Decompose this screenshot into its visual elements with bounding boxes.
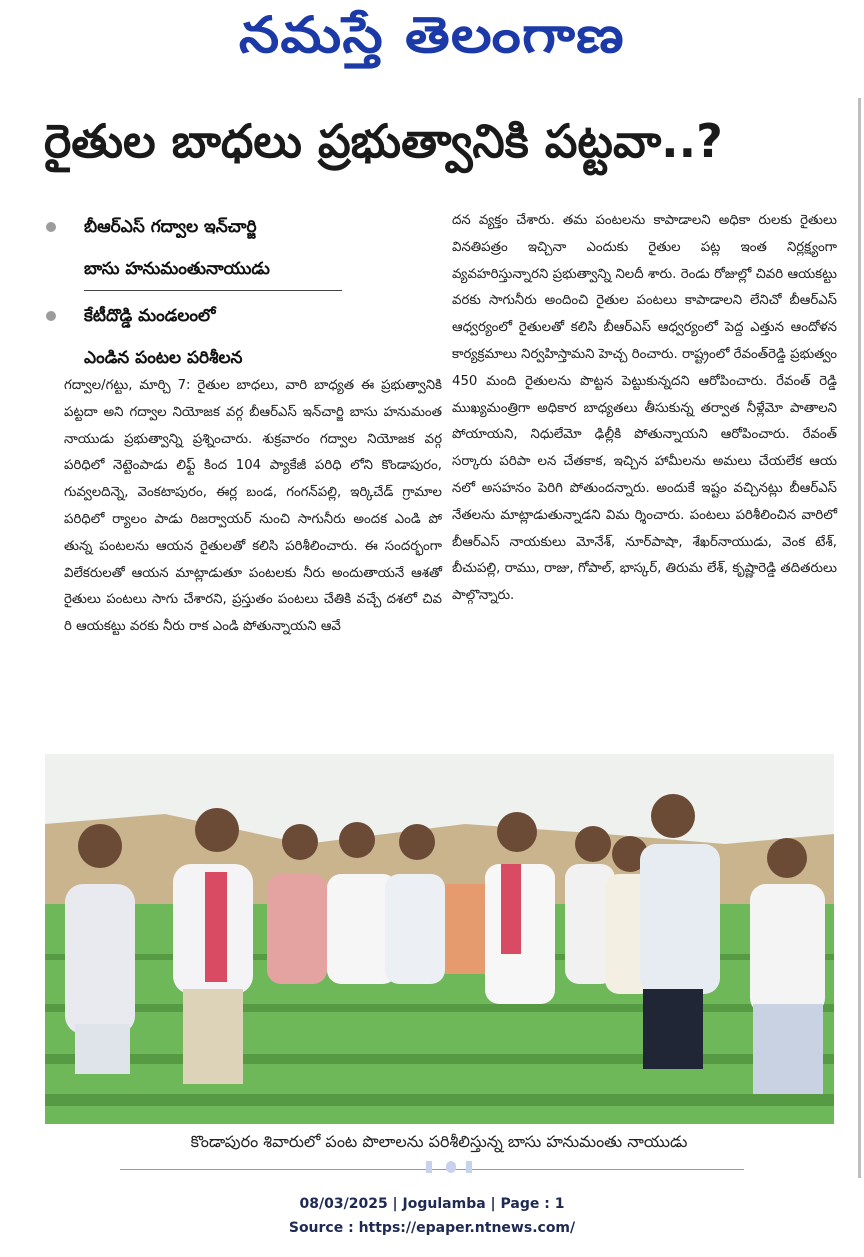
article-headline: రైతుల బాధలు ప్రభుత్వానికి పట్టవా..? [44, 114, 723, 168]
page-footer [0, 1192, 864, 1240]
masthead [0, 0, 864, 84]
farm-field-photo [45, 754, 834, 1124]
article-body-left: గద్వాల/గట్టు, మార్చి 7: రైతుల బాధలు, వారి బాధ్యత ఈ ప్రభుత్వానికి పట్టదా అని గద్వాల నియోజక వర్గ బీఆర్‌ఎస్ ఇన్‌చార్జి బాసు హనుమంత నాయుడు ప్రభుత్వాన్ని ప్రశ్నించారు. శుక్రవారం గద్వాల నియోజక వర్గ పరిధిలో నెట్టెంపాడు లిఫ్ట్ కింద 104 ప్యాకేజీ పరిధి లోని కొండాపురం, గువ్వలదిన్నె, వెంకటాపురం, ఈర్ల బండ, గంగన్‌పల్లి, ఇర్కిచేడ్ గ్రామాల పరిధిలో ర్యాలం పాడు రిజర్వాయర్ నుంచి సాగునీరు అందక ఎండి పో తున్న పంటలను ఆయన రైతులతో కలిసి పరిశీలించారు. ఈ సందర్భంగా విలేకరులతో ఆయన మాట్లాడుతూ పంటలకు నీరు అందుతాయనే ఆశతో రైతులు పంటలు సాగు చేశారని, ప్రస్తుతం పంటలు చేతికి వచ్చే దశలో చివ రి ఆయకట్టు వరకు నీరు రాక ఎండి పోతున్నాయని ఆవే [64, 378, 442, 635]
bullet-icon [46, 222, 56, 232]
bullet-icon [46, 311, 56, 321]
highlight-line: కేటీదొడ్డి మండలంలో [84, 306, 216, 326]
photo-caption: కొండాపురం శివారులో పంట పొలాలను పరిశీలిస్తున్న బాసు హనుమంతు నాయుడు [190, 1132, 688, 1151]
highlight-line: ఎండిన పంటల పరిశీలన [84, 348, 243, 368]
footer-edition-line: 08/03/2025 | Jogulamba | Page : 1 [299, 1196, 565, 1212]
article-body-right: దన వ్యక్తం చేశారు. తమ పంటలను కాపాడాలని అధికా రులకు రైతులు వినతిపత్రం ఇచ్చినా ఎందుకు రైతుల పట్ల ఇంత నిర్లక్ష్యంగా వ్యవహరిస్తున్నారని ప్రభుత్వాన్ని నిలదీ శారు. రెండు రోజుల్లో చివరి ఆయకట్టు వరకు సాగునీరు అందించి రైతుల పంటలు కాపాడాలని లేనిచో బీఆర్‌ఎస్ ఆధ్వర్యంలో రైతులతో కలిసి బీఆర్‌ఎస్ ఆధ్వర్యంలో పెద్ద ఎత్తున ఆందోళన కార్యక్రమాలు నిర్వహిస్తామని హెచ్చ రించారు. రాష్ట్రంలో రేవంత్‌రెడ్డి ప్రభుత్వం 450 మంది రైతులను పొట్టన పెట్టుకున్నదని ఆరోపించారు. రేవంత్ రెడ్డి ముఖ్యమంత్రిగా అధికార బాధ్యతలు తీసుకున్న తర్వాత నీళ్లేమో పాతాలని పోయాయని, నిధులేమో ఢిల్లీకి పోతున్నాయని ఆరోపించారు. రేవంత్ సర్కారు పరిపా లన చేతకాక, ఇచ్చిన హామీలను అమలు చేయలేక ఆయ నలో అసహనం పెరిగి పోతుందన్నారు. అందుకే ఇష్టం వచ్చినట్లు బీఆర్‌ఎస్ నేతలను మాట్లాడుతున్నాడని విమ ర్శించారు. పంటలు పరిశీలించిన వారిలో బీఆర్‌ఎస్ నాయకులు మోనేశ్, నూర్‌పాషా, శేఖర్‌నాయుడు, వెంక టేశ్, బీచుపల్లి, రాము, రాజు, గోపాల్, భాస్కర్, తిరుమ లేశ్, కృష్ణారెడ్డి తదితరులు పాల్గొన్నారు. [452, 213, 837, 604]
newspaper-logo: నమస్తే తెలంగాణ [239, 6, 625, 64]
highlight-line: బాసు హనుమంతునాయుడు [84, 248, 342, 291]
highlight-line: బీఆర్‌ఎస్ గద్వాల ఇన్‌చార్జి [84, 217, 257, 237]
highlight-item [44, 206, 344, 291]
footer-source-line: Source : https://epaper.ntnews.com/ [288, 1220, 576, 1236]
news-photo [45, 754, 834, 1124]
highlight-item [44, 295, 344, 379]
watermark-icon [420, 1159, 480, 1173]
column-divider [858, 98, 861, 1178]
highlights-list [44, 206, 344, 379]
